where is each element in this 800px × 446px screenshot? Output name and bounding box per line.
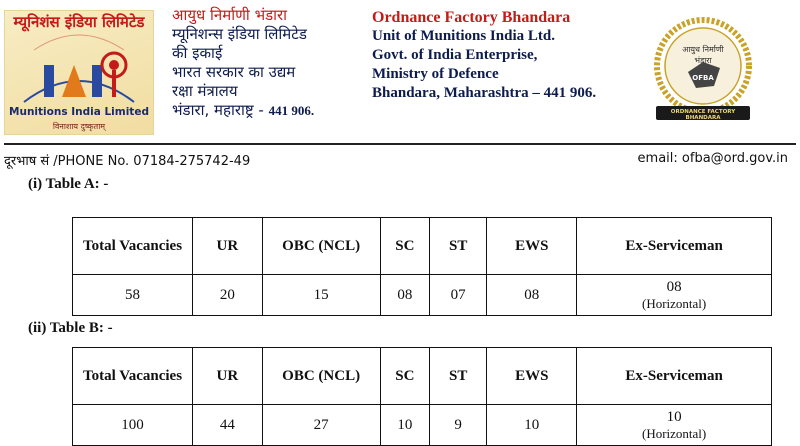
cell-ur: 44 [193,405,263,446]
cell-ex-serviceman [577,405,772,446]
address-line: Bhandara, Maharashtra – 441 906. [372,85,597,101]
hindi-factory-name: आयुध निर्माणी भंडारा [172,6,288,24]
hindi-line: भारत सरकार का उद्यम [172,63,296,81]
logo-motto: विनाशाय दुष्कृताम् [52,122,106,131]
ofba-logo [648,14,758,129]
header-ex-serviceman: Ex-Serviceman [577,218,772,275]
cell-st: 07 [430,275,487,316]
cell-ews: 10 [487,405,577,446]
header-total-vacancies: Total Vacancies [73,218,193,275]
hindi-line: रक्षा मंत्रालय [172,82,238,100]
header-sc: SC [380,348,430,405]
cell-total: 58 [73,275,193,316]
cell-sc: 08 [380,275,430,316]
table-b-caption: (ii) Table B: - [28,320,113,336]
header-divider [4,143,796,145]
table-row [73,405,772,446]
logo-company-name: Munitions India Limited [9,106,149,118]
ex-serviceman-note: (Horizontal) [642,425,707,441]
header-st: ST [430,348,487,405]
table-row [73,275,772,316]
cell-ex-serviceman [577,275,772,316]
cell-sc: 10 [380,405,430,446]
ofba-hindi-mid: भंडारा [694,56,712,65]
address-line: Ministry of Defence [372,66,499,82]
hindi-address-line [172,101,357,120]
header-ex-serviceman: Ex-Serviceman [577,348,772,405]
header-total-vacancies: Total Vacancies [73,348,193,405]
ofba-badge: OFBA [692,74,714,82]
table-header-row [73,348,772,405]
phone-number: दूरभाष सं /PHONE No. 07184-275742-49 [4,154,251,169]
hindi-city: भंडारा, महाराष्ट्र - [172,101,264,119]
header-ews: EWS [487,218,577,275]
header-ur: UR [193,348,263,405]
header-obc: OBC (NCL) [262,218,380,275]
ofba-ribbon-text: ORDNANCE FACTORY BHANDARA [670,109,736,121]
cell-st: 9 [430,405,487,446]
table-b [72,347,772,446]
munitions-india-logo [4,10,154,135]
factory-name: Ordnance Factory Bhandara [372,9,571,26]
hindi-pin: 441 906. [268,103,315,118]
header-sc: SC [380,218,430,275]
header-st: ST [430,218,487,275]
hindi-line: म्यूनिशन्स इंडिया लिमिटेड [172,25,307,43]
address-line: Govt. of India Enterprise, [372,47,538,63]
address-line: Unit of Munitions India Ltd. [372,28,555,44]
logo-hindi-arc: म्यूनिशंस इंडिया लिमिटेड [13,13,145,31]
ex-serviceman-value: 10 [666,408,682,425]
header-ews: EWS [487,348,577,405]
hindi-line: की इकाई [172,44,223,62]
table-header-row [73,218,772,275]
email-address: email: ofba@ord.gov.in [637,151,788,166]
cell-obc: 15 [262,275,380,316]
english-address-block [372,8,642,103]
ofba-hindi-top: आयुध निर्माणी [682,45,724,54]
ex-serviceman-value: 08 [666,278,682,295]
cell-ews: 08 [487,275,577,316]
cell-obc: 27 [262,405,380,446]
ex-serviceman-note: (Horizontal) [642,295,707,311]
hindi-address-block [172,6,357,120]
header-obc: OBC (NCL) [262,348,380,405]
table-a-caption: (i) Table A: - [28,176,109,192]
header-ur: UR [193,218,263,275]
table-a [72,217,772,316]
cell-ur: 20 [193,275,263,316]
cell-total: 100 [73,405,193,446]
